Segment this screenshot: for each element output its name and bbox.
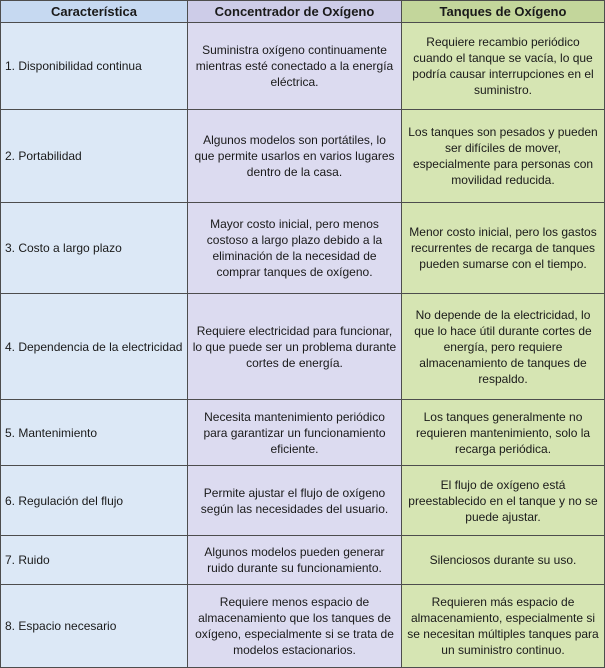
feature-cell: 3. Costo a largo plazo [1,203,188,294]
table-row [1,536,605,585]
feature-cell: 8. Espacio necesario [1,585,188,668]
tanks-cell: Requiere recambio periódico cuando el tanque se vacía, lo que podría causar interrupciones en el suministro. [402,23,605,110]
feature-cell: 7. Ruido [1,536,188,585]
concentrator-cell: Requiere electricidad para funcionar, lo que puede ser un problema durante cortes de energía. [188,294,402,400]
table-row [1,110,605,203]
tanks-cell: Los tanques son pesados y pueden ser difíciles de mover, especialmente para personas con movilidad reducida. [402,110,605,203]
concentrator-cell: Suministra oxígeno continuamente mientras esté conectado a la energía eléctrica. [188,23,402,110]
concentrator-cell: Permite ajustar el flujo de oxígeno según las necesidades del usuario. [188,466,402,536]
header-feature: Característica [1,1,188,23]
concentrator-cell: Algunos modelos pueden generar ruido durante su funcionamiento. [188,536,402,585]
table-row [1,466,605,536]
tanks-cell: Los tanques generalmente no requieren mantenimiento, solo la recarga periódica. [402,400,605,466]
table-row [1,585,605,668]
tanks-cell: El flujo de oxígeno está preestablecido en el tanque y no se puede ajustar. [402,466,605,536]
concentrator-cell: Necesita mantenimiento periódico para garantizar un funcionamiento eficiente. [188,400,402,466]
tanks-cell: Requieren más espacio de almacenamiento, especialmente si se necesitan múltiples tanques para un suministro continuo. [402,585,605,668]
header-concentrator: Concentrador de Oxígeno [188,1,402,23]
feature-cell: 2. Portabilidad [1,110,188,203]
tanks-cell: Silenciosos durante su uso. [402,536,605,585]
table-row [1,400,605,466]
feature-cell: 5. Mantenimiento [1,400,188,466]
concentrator-cell: Algunos modelos son portátiles, lo que permite usarlos en varios lugares dentro de la casa. [188,110,402,203]
feature-cell: 1. Disponibilidad continua [1,23,188,110]
header-row [1,1,605,23]
table-row [1,23,605,110]
feature-cell: 6. Regulación del flujo [1,466,188,536]
concentrator-cell: Mayor costo inicial, pero menos costoso a largo plazo debido a la eliminación de la necesidad de comprar tanques de oxígeno. [188,203,402,294]
header-tanks: Tanques de Oxígeno [402,1,605,23]
table-row [1,294,605,400]
concentrator-cell: Requiere menos espacio de almacenamiento que los tanques de oxígeno, especialmente si se trata de modelos estacionarios. [188,585,402,668]
feature-cell: 4. Dependencia de la electricidad [1,294,188,400]
table-row [1,203,605,294]
tanks-cell: Menor costo inicial, pero los gastos recurrentes de recarga de tanques pueden sumarse con el tiempo. [402,203,605,294]
tanks-cell: No depende de la electricidad, lo que lo hace útil durante cortes de energía, pero requiere almacenamiento de tanques de respaldo. [402,294,605,400]
